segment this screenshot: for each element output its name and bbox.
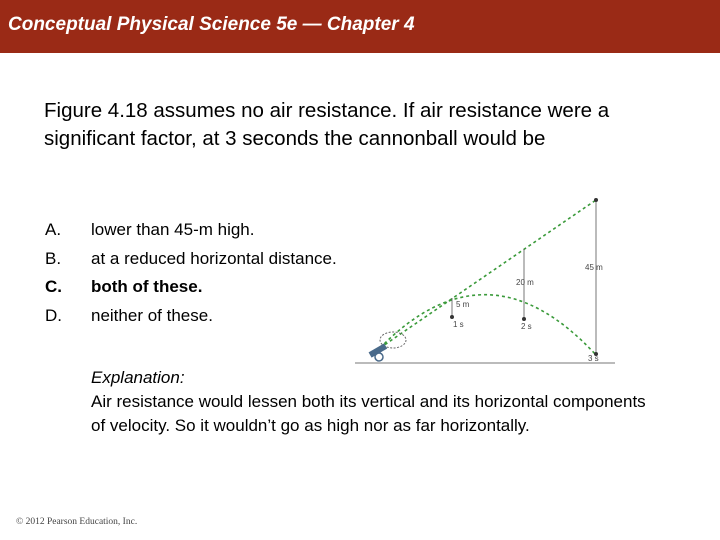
projectile-figure [355, 190, 615, 375]
explanation [91, 366, 651, 438]
copyright-notice: © 2012 Pearson Education, Inc. [16, 517, 138, 527]
slide-header [0, 0, 720, 53]
label-3s: 3 s [588, 354, 599, 363]
parabolic-trajectory [380, 295, 596, 355]
ball-straight-3s [594, 198, 598, 202]
ball-1s [450, 315, 454, 319]
choice-c-letter: C. [45, 277, 62, 296]
ball-2s [522, 317, 526, 321]
choice-c-text: both of these. [91, 277, 203, 296]
choice-d-text: neither of these. [91, 305, 213, 325]
explanation-text: Air resistance would lessen both its vertical and its horizontal components of velocity. So it wouldn’t go as high nor as far horizontally. [91, 392, 646, 435]
label-20m: 20 m [516, 278, 534, 287]
label-45m: 45 m [585, 263, 603, 272]
label-1s: 1 s [453, 320, 464, 329]
choice-a-text: lower than 45-m high. [91, 220, 255, 239]
choice-b-text: at a reduced horizontal distance. [91, 248, 337, 268]
straight-path [380, 200, 596, 348]
question-text: Figure 4.18 assumes no air resistance. If air resistance were a significant factor, at 3 seconds the cannonball would be [44, 99, 610, 150]
cannon-icon [369, 332, 406, 361]
explanation-label: Explanation: [91, 368, 185, 387]
choice-b-letter: B. [45, 248, 62, 268]
label-5m: 5 m [456, 300, 470, 309]
slide-title: Conceptual Physical Science 5e — Chapter 4 [8, 14, 415, 35]
choice-a-letter: A. [45, 220, 62, 239]
choice-d-letter: D. [45, 305, 62, 325]
label-2s: 2 s [521, 322, 532, 331]
